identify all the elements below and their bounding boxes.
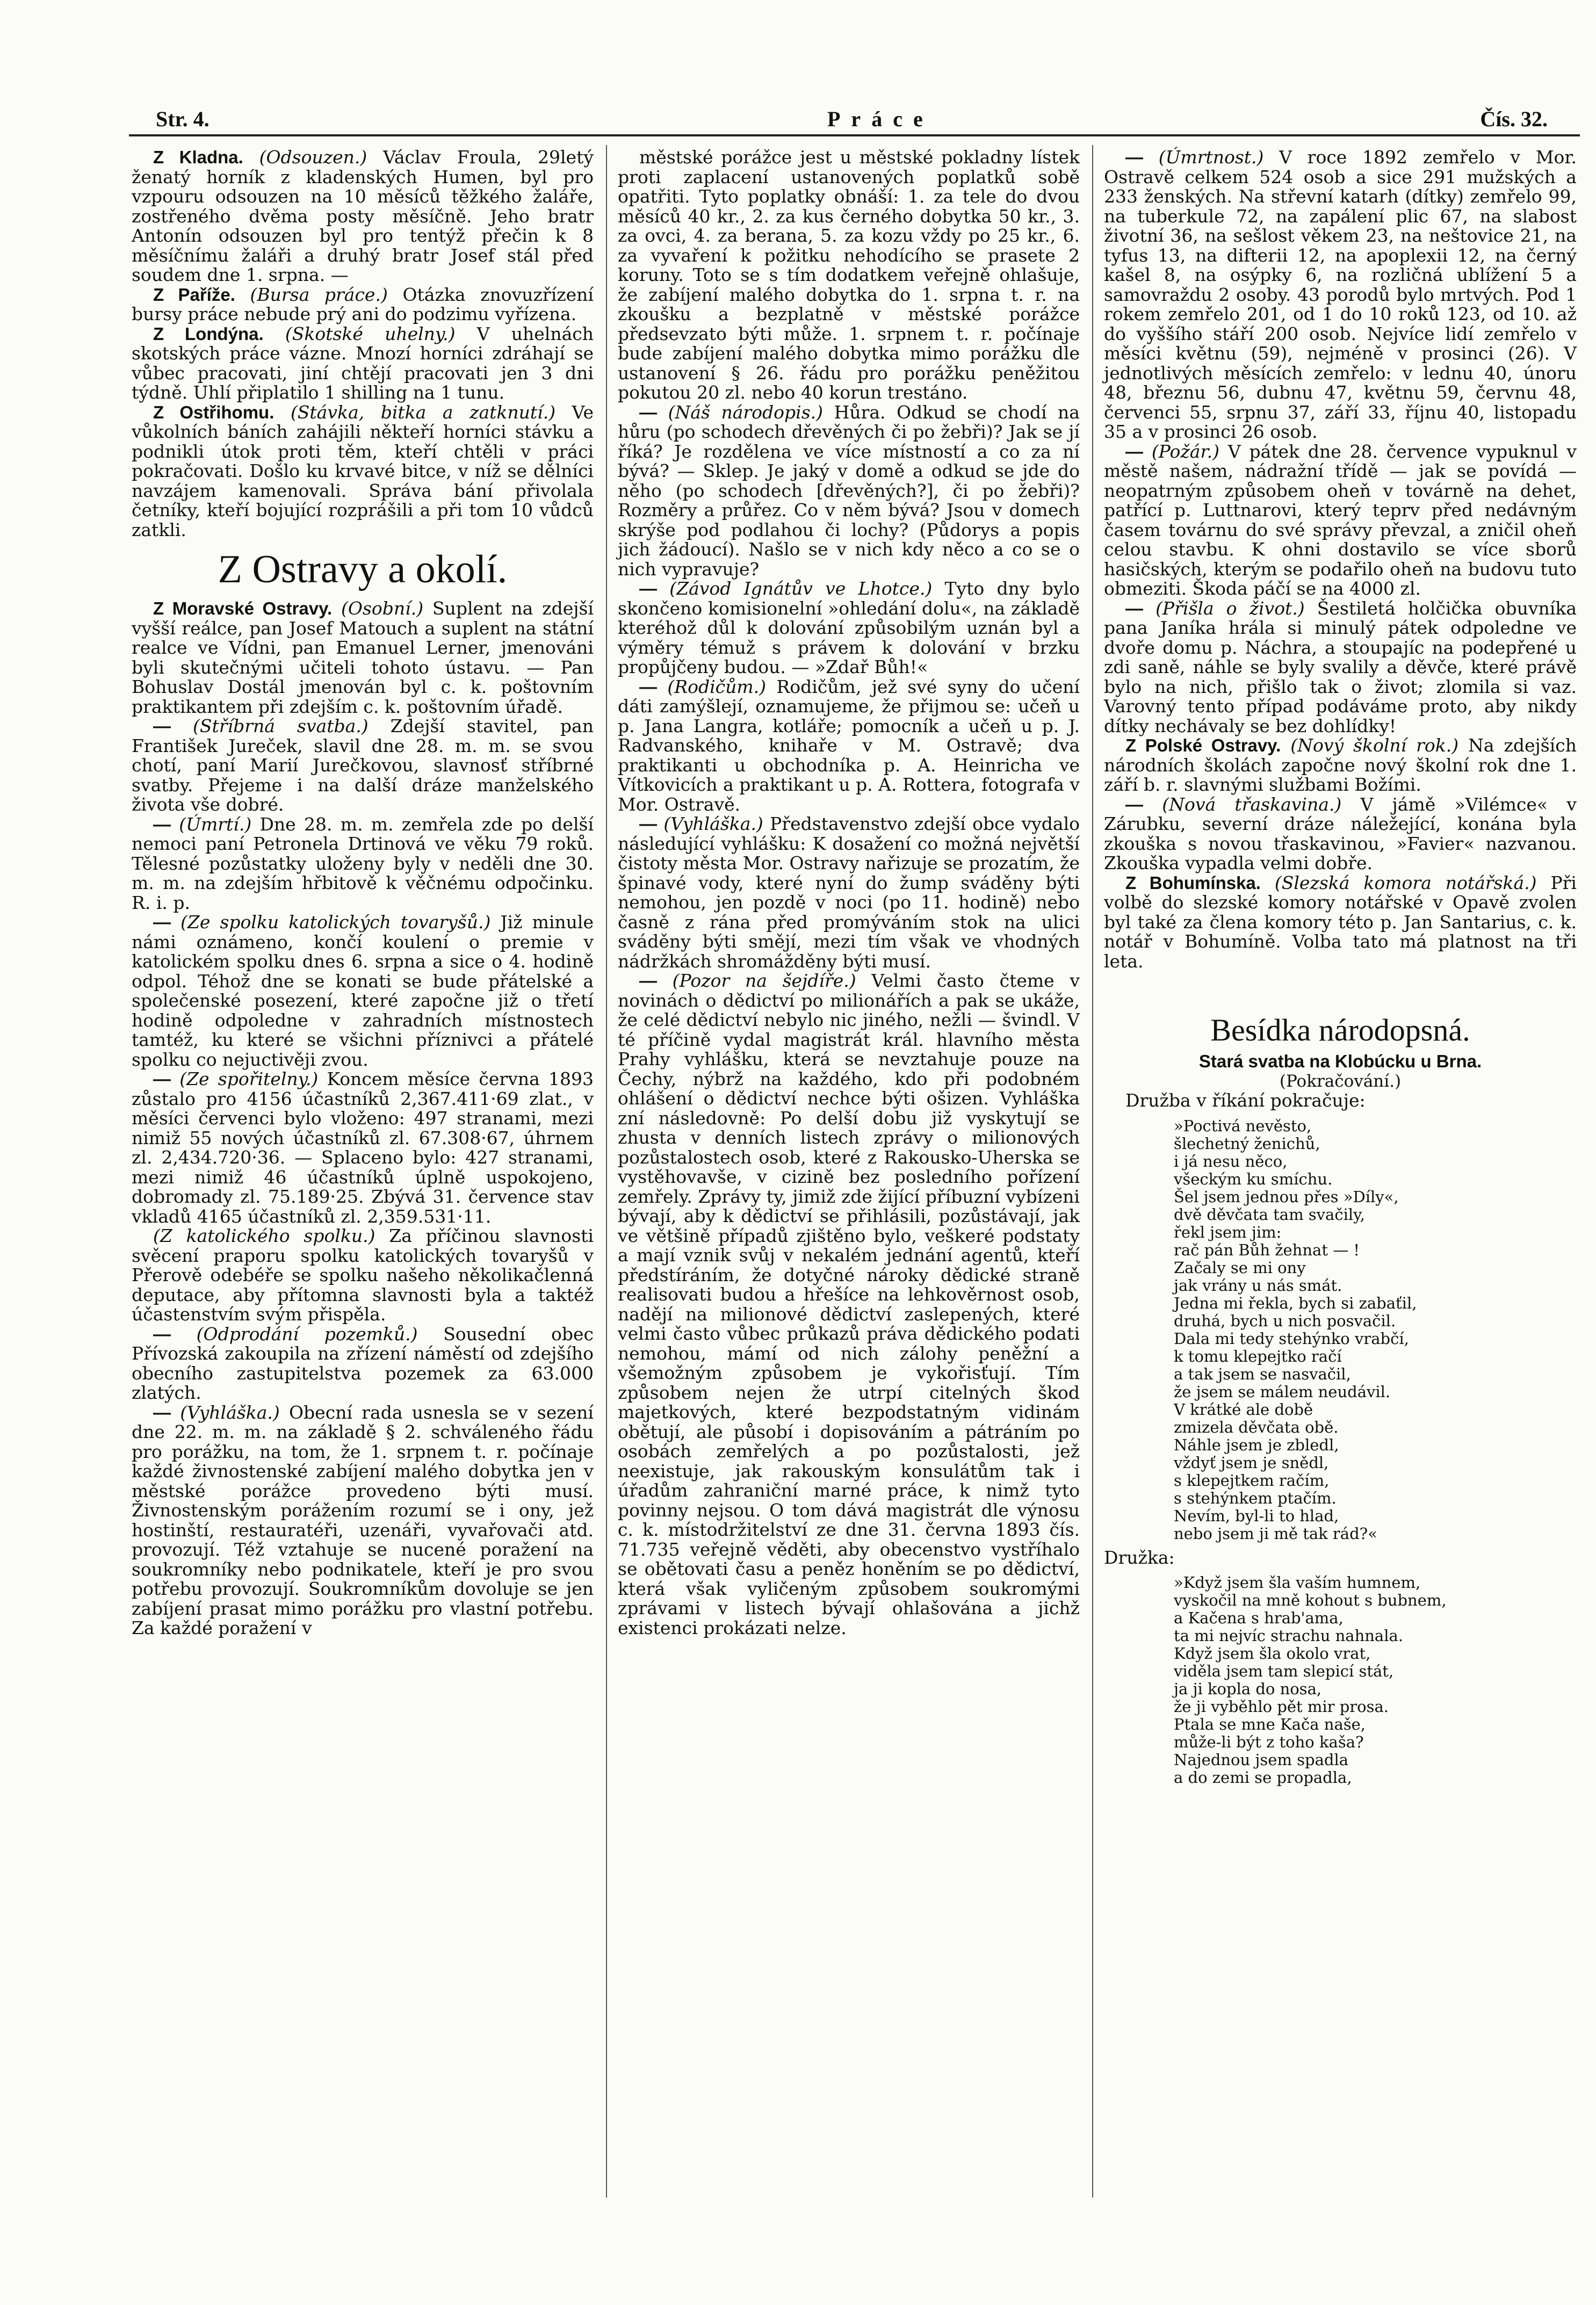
news-heading: Z Ostřihomu. — [153, 402, 275, 422]
column-3-news — [1104, 148, 1577, 971]
news-text: Rodičům, jež své syny do učení dáti zamýšlejí, oznamujeme, že přijmou se: učeň u p. Jana Langra, kotláře; pomocník a učeň u p. J. Radvanského, knihaře v M. Ostravě; dva praktikanti u obchodníka p. A. Heinricha ve Vítkovicích a praktikant u p. A. Rottera, fotografa v Mor. Ostravě. — [618, 676, 1080, 815]
news-text: Koncem měsíce června 1893 zůstalo pro 4156 účastníků 2,367.411·69 zlat., v měsíci červenci bylo vloženo: 497 stranami, mezi nimiž 55 nových účastníků zl. 67.308·67, úhrnem zl. 2,434.720·36. — Splaceno bylo: 427 stranami, mezi nimiž 46 účastníků úplně uspokojeno, dobromady zl. 75.189·25. Zbývá 31. července stav vkladů 4165 účastníků zl. 2,359.531·11. — [132, 1068, 594, 1227]
page-header — [129, 102, 1575, 134]
news-item — [132, 1226, 594, 1325]
column-3 — [1104, 148, 1577, 1792]
besidka-continuation: (Pokračování.) — [1279, 1071, 1402, 1091]
news-heading: — — [639, 971, 657, 991]
besidka-verse-druzba: »Poctivá nevěsto, šlechetný ženichů, i já nesu něco, všeckým ku smíchu. Šel jsem jednou přes »Díly«, dvě děvčata tam svačily, řekl jsem jim: rač pán Bůh žehnat — ! Začaly se mi ony jak vrány u nás smát. Jedna mi řekla, bych si zabaťil, druhá, bych u nich posvačil. Dala mi tedy stehýnko vrabčí, k tomu klepejtko račí a tak jsem se nasvačil, že jsem se málem neudávil. V krátké ale době zmizela děvčata obě. Náhle jsem je zbledl, vždyť jsem je snědl, s klepejtkem račím, s stehýnkem ptačím. Nevím, byl-li to hlad, nebo jsem ji mě tak rád?« — [1174, 1116, 1417, 1543]
column-1 — [132, 148, 594, 1638]
news-text: Velmi často čteme v novinách o dědictví po milionářích a pak se ukáže, že celé dědictví nebylo nic jiného, nežli — švindl. V té příčině vydal magistrát král. hlavního města Prahy vyhlášku, která se nevztahuje pouze na Čechy, nýbrž na každého, kdo při podobném ohlášení o dědictví nechce býti ošizen. Vyhláška zní následovně: Po delší dobu již vyskytují se zhusta v denních listech zprávy o milionových pozůstalostech osob, které z Rakousko-Uherska se vystěhovavše, v cizině bez posledního pořízení zemřely. Zprávy ty, jimiž zde žijící příbuzní vybízeni bývají, aby k dědictví se přihlásili, pozůstávají, jak ve většině případů zjištěno bylo, veškeré podstaty a mají vznik svůj v nekalém jednání agentů, kteří předstíráním, že dotyčné nároky dědické straně realisovati budou a hřešíce na lehkověrnost osob, nadějí na milionové dědictví zaslepených, které velmi často vůbec průkazů práva dědického podati nemohou, mámí od nich zálohy peněžní a všemožným způsobem je vykořisťují. Tím způsobem nejen že utrpí citelných škod majetkových, které bezpodstatným vidinám obětují, ale působí i dopisováním a pátráním po osobách zemřelých a po pozůstalosti, jež neexistuje, jak rakouským konsulátům tak i úřadům zahraniční marné práce, k nimž tyto povinny nejsou. O tom dává magistrát dle výnosu c. k. místodržitelství ze dne 31. června 1893 čís. 71.735 veřejně věděti, aby obecenstvo vystříhalo se obětovati času a peněz honěním se po dědictví, která však vyličeným způsobem soukromými zprávami v listech bývají ohlašována a jichž existenci prokázati nelze. — [618, 970, 1080, 1638]
news-subheading: (Bursa práce.) — [250, 284, 388, 305]
besidka-intro: Družba v říkání pokračuje: — [1125, 1090, 1366, 1111]
page-number: Str. 4. — [156, 107, 210, 131]
news-heading: — — [153, 1402, 171, 1422]
newspaper-title: Práce — [827, 107, 934, 131]
news-text: Tyto dny bylo skončeno komisionelní »ohledání dolu«, na základě kteréhož důl k dolování způsobilým uznán byl a výměry témuž s právem k dolování v brzku propůjčeny budou. — »Zdař Bůh!« — [618, 578, 1080, 677]
news-text: městské porážce jest u městské pokladny lístek proti zaplacení ustanovených poplatků sobě opatřiti. Tyto poplatky obnáší: 1. za tele do dvou měsíců 40 kr., 2. za kus černého dobytka 50 kr., 3. za ovci, 4. za berana, 5. za kozu vždy po 25 kr., 6. za vyvaření k požitku nehodícího se prasete 2 koruny. Toto se s tím dodatkem veřejně ohlašuje, že zabíjení malého dobytka do 1. srpna t. r. na zkoušku a bezplatně v městské porážce předsevzato býti může. 1. srpnem t. r. počínaje bude zabíjení malého dobytka mimo porážku dle ustanovení § 26. řádu pro porážku peněžitou pokutou 20 zl. nebo 40 korun trestáno. — [618, 147, 1080, 403]
news-heading: — — [639, 579, 657, 598]
news-subheading: (Pozor na šejdíře.) — [672, 970, 856, 991]
news-heading: — — [639, 814, 657, 834]
news-subheading: (Úmrtnost.) — [1158, 147, 1264, 168]
news-item — [618, 403, 1080, 580]
news-item — [132, 1070, 594, 1226]
news-text: Suplent na zdejší vyšší reálce, pan Josef Matouch a suplent na státní realce ve Vídni, pan Emanuel Lerner, jmenováni byli skutečnými učiteli tohoto ústavu. — Pan Bohuslav Dostál jmenován byl c. k. poštovním praktikantem při zdejším c. k. poštovním úřadě. — [132, 598, 594, 717]
news-text: Dne 28. m. m. zemřela zde po delší nemoci paní Petronela Drtinová ve věku 79 roků. Tělesné pozůstatky uloženy byly v neděli dne 30. m. m. na zdejším hřbitově k věčnému odpočinku. R. i. p. — [132, 813, 594, 913]
news-subheading: (Požár.) — [1151, 440, 1219, 462]
news-item — [132, 403, 594, 540]
news-heading: — — [153, 716, 171, 736]
news-item — [132, 285, 594, 324]
news-text: V jámě »Vilémce« v Zárubku, severní dráze náležející, konána byla zkouška s novou třaskavinou, »Favier« nazvanou. Zkouška vypadla velmi dobře. — [1104, 793, 1577, 873]
news-heading: Z Bohumínska. — [1125, 872, 1261, 893]
news-text: Václav Froula, 29letý ženatý horník z kladenských Humen, byl pro vzpouru odsouzen na 10 měsíců těžkého žaláře, zostřeného dvěma posty měsíčně. Jeho bratr Antonín odsouzen byl pro tentýž přečin k 8 měsíčnímu žaláři a druhý bratr Josef stál před soudem dne 1. srpna. — — [132, 147, 594, 285]
news-text: Šestiletá holčička obuvníka pana Janíka hrála si minulý pátek odpoledne ve dvoře domu p. Náchra, a stoupajíc na podepřené u zdi saně, náhle se byly svalily a děvče, které právě bylo na nich, přišlo tak o život; zlomila si vaz. Varovný tento případ podáváme proto, aby nikdy dítky nechávaly se bez dohlídky! — [1104, 597, 1577, 736]
news-subheading: (Úmrtí.) — [179, 813, 252, 835]
news-text: V roce 1892 zemřelo v Mor. Ostravě celkem 524 osob a sice 291 mužských a 233 ženských. Na střevní katarh (dítky) zemřelo 99, na tuberkule 72, na zapálení plic 67, na slabost životní 36, na sešlost věkem 23, na neštovice 21, na tyfus 13, na difterii 12, na apoplexii 12, na černý kašel 8, na osýpky 6, na rozličná ublížení 5 a samovraždu 2 osoby. 43 porodů bylo mrtvých. Pod 1 rokem zemřelo 201, od 1 do 10 roků 123, od 10. až do vyššího stáří 200 osob. Nejvíce lidí zemřelo v měsíci květnu (59), nejméně v prosinci (26). V jednotlivých měsících zemřelo: v lednu 40, únoru 48, březnu 56, dubnu 47, květnu 59, červnu 48, červenci 55, srpnu 37, září 33, říjnu 40, listopadu 35 a v prosinci 26 osob. — [1104, 147, 1577, 442]
news-heading: Z Kladna. — [153, 147, 243, 167]
news-subheading: (Ze spolku katolických tovaryšů.) — [180, 912, 491, 933]
column-rule — [606, 145, 607, 2198]
news-heading: — — [1125, 441, 1143, 461]
header-rule — [129, 134, 1580, 136]
besidka-subtitle: Stará svatba na Klobúcku u Brna. — [1198, 1051, 1482, 1071]
news-item — [618, 579, 1080, 677]
news-item — [132, 148, 594, 285]
news-heading: — — [153, 814, 171, 834]
news-subheading: (Osobní.) — [341, 598, 424, 619]
news-subheading: (Odprodání pozemků.) — [196, 1323, 418, 1345]
news-text: Za příčinou slavnosti svěcení praporu spolku katolických tovaryšů v Přerově odebéře se spolku našeho několikačlenná deputace, aby přítomna slavnosti byla a taktéž účastenstvím svým přispěla. — [132, 1225, 594, 1325]
news-item — [132, 1325, 594, 1403]
news-item — [132, 324, 594, 403]
news-heading: — — [153, 1324, 171, 1344]
news-text: Při volbě do slezské komory notářské v Opavě zvolen byl také za člena komory této p. Jan Santarius, c. k. notář v Bohumíně. Volba tato má platnost na tři leta. — [1104, 872, 1577, 972]
section-title: Z Ostravy a okolí. — [218, 547, 508, 591]
news-text: Otázka znovuzřízení bursy práce nebude prý ani do podzimu vyřízena. — [132, 284, 594, 324]
news-item — [618, 814, 1080, 971]
news-item — [1104, 148, 1577, 442]
news-item — [618, 971, 1080, 1638]
news-text: Sousední obec Přívozská zakoupila na zřízení náměstí od zdejšího obecního zastupitelstva pozemek za 63.000 zlatých. — [132, 1323, 594, 1403]
news-heading: Z Polské Ostravy. — [1125, 735, 1281, 755]
news-subheading: (Stávka, bitka a zatknutí.) — [290, 401, 556, 423]
news-subheading: (Skotské uhelny.) — [285, 323, 456, 344]
news-heading: Z Paříže. — [153, 284, 235, 305]
news-heading: — — [639, 676, 657, 697]
news-heading: — — [639, 402, 657, 422]
news-text: V uhelnách skotských práce vázne. Mnozí horníci zdráhají se vůbec pracovati, jiní chtějí pracovati jen 3 dni týdně. Uhlí připlatilo 1 shilling na 1 tunu. — [132, 323, 594, 403]
news-text: Hůra. Odkud se chodí na hůru (po schodech dřevěných či po žebři)? Jak se jí říká? Je rozdělena ve více místností a co za ní bývá? — Sklep. Je jaký v domě a odkud se jde do něho (po schodech [dřevěných?], či po žebři)? Rozměry a průřez. Co v něm bývá? Jsou v domech skrýše pod podlahou či lochy? (Půdorys a popis jich žádoucí). Našlo se v nich kdy něco a co se o nich vypravuje? — [618, 401, 1080, 580]
news-text: Zdejší stavitel, pan František Jureček, slavil dne 28. m. m. se svou chotí, paní Marií Jurečkovou, slavnosť stříbrné svatby. Přejeme i na další dráze manželského života vše dobré. — [132, 716, 594, 815]
news-text: Obecní rada usnesla se v sezení dne 22. m. m. na základě § 2. schváleného řádu pro porážku, na tom, že 1. srpnem t. r. počínaje každé živnostenské zabíjení malého dobytka jen v městské porážce provedeno býti musí. Živnostenským porážením rozumí se i ony, jež hostinští, restauratéři, uzenáři, vyvařovači atd. provozují. Též vztahuje se nucené poražení na soukromníky nebo podnikatele, kteří je pro svou potřebu provozují. Soukromníkům dovoluje se jen zabíjení prasat mimo porážku pro vlastní potřebu. Za každé poražení v — [132, 1401, 594, 1638]
news-subheading: (Závod Ignátův ve Lhotce.) — [669, 578, 933, 599]
column-2 — [618, 148, 1080, 1638]
news-item — [132, 1403, 594, 1638]
besidka-section — [1104, 1009, 1577, 1787]
news-subheading: (Vyhláška.) — [180, 1401, 280, 1423]
besidka-verse-druzka: »Když jsem šla vaším humnem, vyskočil na mně kohout s bubnem, a Kačena s hrab'ama, ta mi nejvíc strachu nahnala. Když jsem šla okolo vrat, viděla jsem tam slepicí stát, ja ji kopla do nosa, že ji vyběhlo pět mir prosa. Ptala se mne Kača naše, může-li být z toho kaša? Najednou jsem spadla a do zemi se propadla, — [1174, 1573, 1447, 1787]
news-heading: — — [153, 912, 171, 932]
news-heading: — — [1125, 794, 1143, 814]
column-rule — [1092, 145, 1093, 2198]
news-heading: — — [153, 1069, 171, 1089]
news-heading: Z Londýna. — [153, 323, 264, 344]
news-subheading: (Přišla o život.) — [1156, 597, 1305, 619]
news-subheading: (Ze spořitelny.) — [179, 1068, 319, 1089]
news-text: Ve vůkolních báních zahájili někteří horníci stávku a podnikli útok proti těm, kteří chtěli v práci pokračovati. Došlo ku krvavé bitce, v níž se dělníci navzájem kamenovali. Správa bání přivolala četníky, kteří bojující rozprášili a při tom 10 vůdců zatkli. — [132, 401, 594, 540]
news-subheading: (Rodičům.) — [667, 676, 767, 697]
news-subheading: (Z katolického spolku.) — [153, 1225, 375, 1246]
news-item — [132, 599, 594, 717]
news-heading: — — [1125, 598, 1143, 618]
besidka-title: Besídka národopsná. — [1210, 1013, 1470, 1047]
news-subheading: (Odsouzen.) — [259, 147, 367, 168]
news-subheading: (Náš národopis.) — [668, 401, 824, 423]
news-item — [618, 148, 1080, 403]
news-subheading: (Nový školní rok.) — [1290, 735, 1459, 756]
news-item — [1104, 599, 1577, 736]
news-subheading: (Nová třaskavina.) — [1162, 793, 1342, 815]
news-subheading: (Slezská komora notářská.) — [1274, 872, 1537, 893]
news-text: Představenstvo zdejší obce vydalo následující vyhlášku: K dosažení co možná největší čistoty města Mor. Ostravy nařizuje se prozatím, že špinavé vody, které nyní do žump sváděny býti nemohou, jen pozdě v noci (po 11. hodině) nebo časně z rána před promýváním stok na ulici sváděny býti smějí, mezi tím však ve vhodných nádržkách shromážděny býti musí. — [618, 813, 1080, 972]
news-item — [618, 677, 1080, 815]
news-item — [1104, 795, 1577, 873]
news-item — [1104, 873, 1577, 972]
news-subheading: (Stříbrná svatba.) — [193, 716, 369, 736]
news-item — [132, 815, 594, 913]
news-text: Na zdejších národních školách započne nový školní rok dne 1. září b. r. slavnými službami Božími. — [1104, 735, 1577, 795]
news-heading: — — [1125, 147, 1143, 167]
news-item — [132, 717, 594, 815]
news-item — [1104, 442, 1577, 599]
besidka-label-druzka: Družka: — [1104, 1547, 1175, 1568]
news-item — [1104, 736, 1577, 795]
news-subheading: (Vyhláška.) — [663, 813, 763, 834]
news-text: Již minule námi oznámeno, končí koulení o premie v katolickém spolku dnes 6. srpna a sice o 4. hodině odpol. Téhož dne se konati se bude přátelské a společenské posezení, které započne již o třetí hodině odpoledne v zahradních místnostech tamtéž, ku které se všichni příznivci a přátelé spolku co nejuctivěji zvou. — [132, 912, 594, 1070]
issue-number: Čís. 32. — [1480, 107, 1548, 131]
news-heading: Z Moravské Ostravy. — [153, 598, 333, 618]
news-text: V pátek dne 28. července vypuknul v městě našem, nádražní třídě — jak se povídá — neopatrným způsobem oheň v továrně na dehet, patřící p. Luttnarovi, který teprv před nedávným časem továrnu do své správy převzal, a zničil oheň celou stavbu. K ohni dostavilo se více sborů hasičských, kterým se podařilo oheň na budovu tuto obmeziti. Škoda páčí se na 4000 zl. — [1104, 440, 1577, 599]
news-item — [132, 913, 594, 1070]
